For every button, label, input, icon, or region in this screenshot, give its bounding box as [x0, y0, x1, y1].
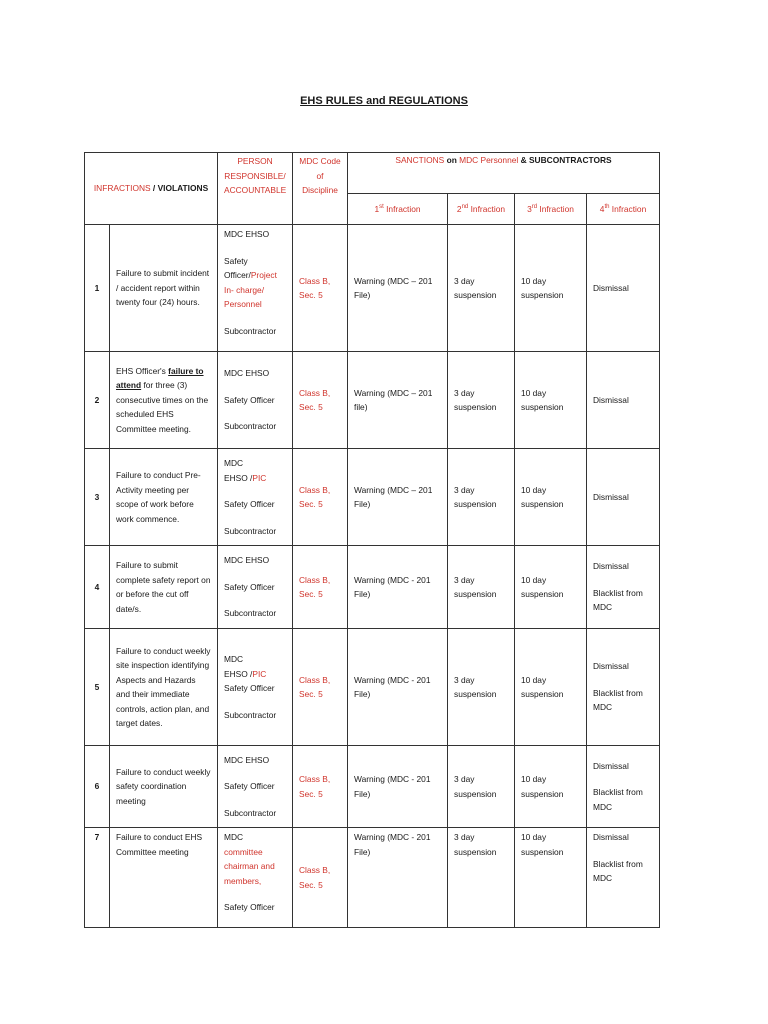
row-sanction-4: Dismissal Blacklist from MDC [587, 629, 660, 746]
row-sanction-1: Warning (MDC - 201 File) [348, 746, 448, 828]
row-sanction-1: Warning (MDC – 201 file) [348, 352, 448, 449]
row-violation: Failure to conduct EHS Committee meeting [110, 828, 218, 928]
row-sanction-2: 3 day suspension [448, 225, 515, 352]
row-code: Class B, Sec. 5 [293, 629, 348, 746]
row-violation: Failure to conduct Pre-Activity meeting per scope of work before work commence. [110, 449, 218, 546]
row-code: Class B, Sec. 5 [293, 546, 348, 629]
row-violation: Failure to submit complete safety report on or before the cut off date/s. [110, 546, 218, 629]
row-sanction-1: Warning (MDC - 201 File) [348, 629, 448, 746]
row-person: MDC EHSO /PIC Safety Officer Subcontractor [218, 449, 293, 546]
row-violation: EHS Officer's failure to attend for three (3) consecutive times on the scheduled EHS Committee meeting. [110, 352, 218, 449]
row-sanction-3: 10 day suspension [515, 546, 587, 629]
row-number: 6 [85, 746, 110, 828]
row-sanction-2: 3 day suspension [448, 352, 515, 449]
row-sanction-4: Dismissal [587, 449, 660, 546]
row-number: 1 [85, 225, 110, 352]
header-sanctions-personnel: MDC Personnel [459, 155, 519, 165]
row-number: 3 [85, 449, 110, 546]
row-code: Class B, Sec. 5 [293, 225, 348, 352]
table-header-row [85, 153, 660, 194]
row-sanction-4: Dismissal [587, 225, 660, 352]
header-3rd-infraction: 3rd Infraction [515, 194, 587, 225]
row-number: 2 [85, 352, 110, 449]
row-person: MDC EHSO Safety Officer Subcontractor [218, 352, 293, 449]
row-sanction-4: Dismissal [587, 352, 660, 449]
header-sanctions-label: SANCTIONS [395, 155, 445, 165]
row-number: 5 [85, 629, 110, 746]
header-person: PERSON RESPONSIBLE/ ACCOUNTABLE [218, 153, 293, 225]
header-infractions-label: INFRACTIONS [93, 183, 151, 194]
row-sanction-4: Dismissal Blacklist from MDC [587, 828, 660, 928]
row-sanction-1: Warning (MDC – 201 File) [348, 449, 448, 546]
row-sanction-3: 10 day suspension [515, 225, 587, 352]
row-sanction-4: Dismissal Blacklist from MDC [587, 746, 660, 828]
row-sanction-3: 10 day suspension [515, 828, 587, 928]
table-row [85, 546, 660, 629]
row-person: MDC EHSO Safety Officer/Project In- charge/ Personnel Subcontractor [218, 225, 293, 352]
row-person: MDC EHSO Safety Officer Subcontractor [218, 546, 293, 629]
row-sanction-2: 3 day suspension [448, 828, 515, 928]
header-4th-infraction: 4th Infraction [587, 194, 660, 225]
row-sanction-3: 10 day suspension [515, 629, 587, 746]
row-sanction-2: 3 day suspension [448, 449, 515, 546]
row-person: MDC EHSO Safety Officer Subcontractor [218, 746, 293, 828]
header-1st-infraction: 1st Infraction [348, 194, 448, 225]
row-sanction-1: Warning (MDC - 201 File) [348, 546, 448, 629]
header-sanctions-on: on [444, 155, 460, 165]
row-code: Class B, Sec. 5 [293, 352, 348, 449]
table-row [85, 828, 660, 928]
table-row [85, 225, 660, 352]
ehs-rules-table [84, 152, 660, 928]
row-sanction-3: 10 day suspension [515, 746, 587, 828]
header-violations-label: / VIOLATIONS [150, 183, 209, 194]
row-violation: Failure to conduct weekly safety coordination meeting [110, 746, 218, 828]
table-row [85, 449, 660, 546]
table-row [85, 352, 660, 449]
header-2nd-infraction: 2nd Infraction [448, 194, 515, 225]
row-sanction-3: 10 day suspension [515, 449, 587, 546]
page-title: EHS RULES and REGULATIONS [300, 95, 468, 107]
row-sanction-4: Dismissal Blacklist from MDC [587, 546, 660, 629]
row-code: Class B, Sec. 5 [293, 828, 348, 928]
row-sanction-1: Warning (MDC – 201 File) [348, 225, 448, 352]
table-row [85, 629, 660, 746]
header-mdc-code: MDC Code of Discipline [293, 153, 348, 225]
row-person: MDC committee chairman and members, Safety Officer [218, 828, 293, 928]
row-sanction-3: 10 day suspension [515, 352, 587, 449]
row-sanction-2: 3 day suspension [448, 746, 515, 828]
header-sanctions-subcontractors: & SUBCONTRACTORS [518, 155, 612, 165]
row-number: 7 [85, 828, 110, 928]
row-number: 4 [85, 546, 110, 629]
header-sanctions [348, 153, 660, 194]
row-violation: Failure to submit incident / accident report within twenty four (24) hours. [110, 225, 218, 352]
row-violation: Failure to conduct weekly site inspection identifying Aspects and Hazards and their immediate controls, action plan, and target dates. [110, 629, 218, 746]
row-code: Class B, Sec. 5 [293, 746, 348, 828]
row-person: MDC EHSO /PIC Safety Officer Subcontractor [218, 629, 293, 746]
row-sanction-2: 3 day suspension [448, 629, 515, 746]
row-sanction-2: 3 day suspension [448, 546, 515, 629]
row-code: Class B, Sec. 5 [293, 449, 348, 546]
row-sanction-1: Warning (MDC - 201 File) [348, 828, 448, 928]
table-row [85, 746, 660, 828]
header-infractions [85, 153, 218, 225]
